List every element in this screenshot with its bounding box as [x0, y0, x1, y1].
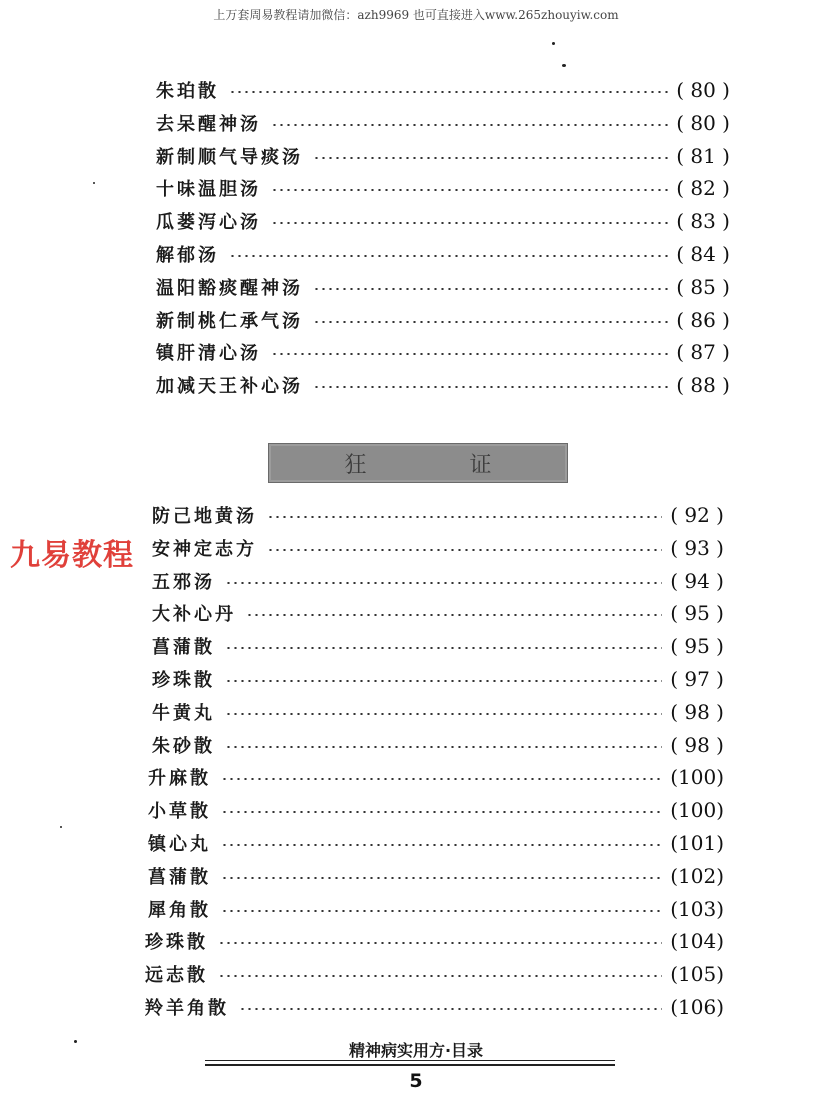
toc-leader-dots — [221, 910, 662, 912]
toc-entry — [148, 894, 724, 924]
footer-title: 精神病实用方·目录 — [348, 1041, 484, 1060]
toc-entry — [156, 370, 730, 400]
toc-leader-dots — [271, 222, 668, 224]
toc-entry-title: 犀角散 — [148, 899, 211, 921]
toc-entry-page: ( 80 ) — [676, 110, 730, 135]
toc-entry-title: 加减天王补心汤 — [156, 376, 303, 398]
toc-entry-page: ( 88 ) — [676, 373, 730, 398]
toc-entry — [145, 926, 724, 956]
toc-entry — [152, 730, 724, 760]
toc-entry-page: (106) — [670, 995, 724, 1019]
scan-speck — [552, 42, 555, 45]
toc-entry-page: ( 98 ) — [670, 732, 724, 757]
toc-entry-page: ( 94 ) — [670, 568, 724, 593]
toc-entry — [152, 533, 724, 563]
toc-entry — [156, 173, 730, 203]
toc-entry-title: 安神定志方 — [152, 538, 257, 560]
toc-entry-title: 温阳豁痰醒神汤 — [156, 277, 303, 299]
toc-entry-page: (100) — [670, 765, 724, 790]
toc-entry-page: (100) — [670, 798, 724, 823]
toc-entry — [156, 305, 730, 335]
toc-entry-title: 五邪汤 — [152, 571, 215, 593]
toc-entry-page: ( 92 ) — [670, 503, 724, 527]
toc-entry-page: ( 93 ) — [670, 535, 724, 560]
toc-entry-title: 大补心丹 — [152, 604, 236, 626]
toc-entry-title: 羚羊角散 — [145, 998, 229, 1019]
toc-leader-dots — [246, 614, 662, 616]
toc-leader-dots — [225, 746, 662, 748]
toc-entry-title: 朱砂散 — [152, 735, 215, 757]
page-header: 上万套周易教程请加微信：azh9969 也可直接进入www.265zhouyiw.com — [213, 8, 619, 22]
toc-entry-page: ( 95 ) — [670, 634, 724, 659]
toc-entry — [148, 762, 724, 792]
toc-entry — [156, 337, 730, 367]
toc-entry — [156, 75, 730, 105]
toc-leader-dots — [313, 157, 668, 159]
toc-entry-title: 瓜蒌泻心汤 — [156, 212, 261, 234]
toc-leader-dots — [218, 975, 662, 977]
toc-leader-dots — [313, 386, 668, 388]
toc-leader-dots — [271, 189, 668, 191]
toc-entry-page: ( 95 ) — [670, 601, 724, 626]
toc-entry-page: ( 85 ) — [676, 274, 730, 299]
toc-entry — [156, 206, 730, 236]
toc-leader-dots — [239, 1008, 662, 1010]
toc-entry-page: ( 87 ) — [676, 340, 730, 365]
section-title: 狂 证 — [344, 452, 540, 478]
toc-entry-page: (105) — [670, 962, 724, 987]
toc-entry — [148, 861, 724, 891]
toc-entry-page: ( 98 ) — [670, 699, 724, 724]
toc-leader-dots — [225, 647, 662, 649]
scan-speck — [60, 826, 62, 828]
toc-entry-title: 镇肝清心汤 — [156, 343, 261, 365]
toc-leader-dots — [225, 582, 662, 584]
toc-entry-page: (103) — [670, 896, 724, 921]
toc-entry-page: ( 81 ) — [676, 143, 730, 168]
toc-leader-dots — [218, 942, 662, 944]
watermark: 九易教程 — [10, 538, 134, 573]
toc-entry — [152, 598, 724, 628]
toc-entry-page: (101) — [670, 831, 724, 855]
toc-leader-dots — [229, 255, 668, 257]
toc-leader-dots — [221, 778, 662, 780]
toc-leader-dots — [313, 321, 668, 323]
toc-entry-title: 牛黄丸 — [152, 702, 215, 724]
toc-entry-title: 朱珀散 — [156, 81, 219, 102]
toc-entry-page: ( 80 ) — [676, 78, 730, 102]
toc-entry-title: 珍珠散 — [152, 670, 215, 691]
toc-leader-dots — [313, 288, 668, 290]
toc-leader-dots — [225, 680, 662, 682]
toc-entry-page: ( 82 ) — [676, 176, 730, 201]
toc-leader-dots — [267, 516, 662, 518]
toc-entry — [152, 631, 724, 661]
toc-leader-dots — [221, 844, 662, 846]
toc-entry-page: ( 97 ) — [670, 667, 724, 691]
toc-entry — [152, 697, 724, 727]
toc-entry — [156, 239, 730, 269]
footer-rule-thick — [205, 1064, 615, 1066]
toc-entry-title: 去呆醒神汤 — [156, 113, 261, 135]
toc-entry — [156, 108, 730, 138]
toc-entry-title: 镇心丸 — [148, 834, 211, 855]
page-number: 5 — [409, 1070, 423, 1092]
toc-entry-title: 新制顺气导痰汤 — [156, 146, 303, 168]
toc-entry-title: 珍珠散 — [145, 932, 208, 954]
scan-speck — [74, 1040, 77, 1043]
toc-entry-page: ( 84 ) — [676, 242, 730, 266]
scan-speck — [93, 182, 95, 184]
section-band — [268, 443, 568, 483]
toc-entry — [152, 566, 724, 596]
toc-entry-title: 菖蒲散 — [148, 866, 211, 888]
toc-entry-page: (104) — [670, 929, 724, 954]
toc-entry-title: 远志散 — [145, 965, 208, 987]
toc-leader-dots — [267, 549, 662, 551]
toc-leader-dots — [221, 811, 662, 813]
toc-entry-title: 新制桃仁承气汤 — [156, 310, 303, 332]
toc-leader-dots — [225, 713, 662, 715]
toc-entry-title: 菖蒲散 — [152, 637, 215, 659]
toc-entry-title: 解郁汤 — [156, 245, 219, 266]
footer-rule — [205, 1060, 615, 1061]
toc-entry-title: 十味温胆汤 — [156, 179, 261, 201]
toc-entry — [156, 272, 730, 302]
toc-entry — [145, 959, 724, 989]
toc-entry — [156, 141, 730, 171]
toc-entry — [148, 795, 724, 825]
toc-entry — [148, 828, 724, 858]
toc-entry — [152, 500, 724, 530]
toc-entry — [145, 992, 724, 1022]
toc-entry-page: ( 86 ) — [676, 307, 730, 332]
toc-leader-dots — [229, 91, 668, 93]
scan-speck — [562, 64, 566, 67]
toc-entry-title: 防己地黄汤 — [152, 506, 257, 527]
toc-entry-title: 升麻散 — [148, 768, 211, 790]
toc-entry-page: ( 83 ) — [676, 209, 730, 234]
toc-entry-page: (102) — [670, 863, 724, 888]
toc-leader-dots — [271, 353, 668, 355]
toc-entry — [152, 664, 724, 694]
toc-entry-title: 小草散 — [148, 801, 211, 823]
toc-leader-dots — [271, 124, 668, 126]
toc-leader-dots — [221, 877, 662, 879]
